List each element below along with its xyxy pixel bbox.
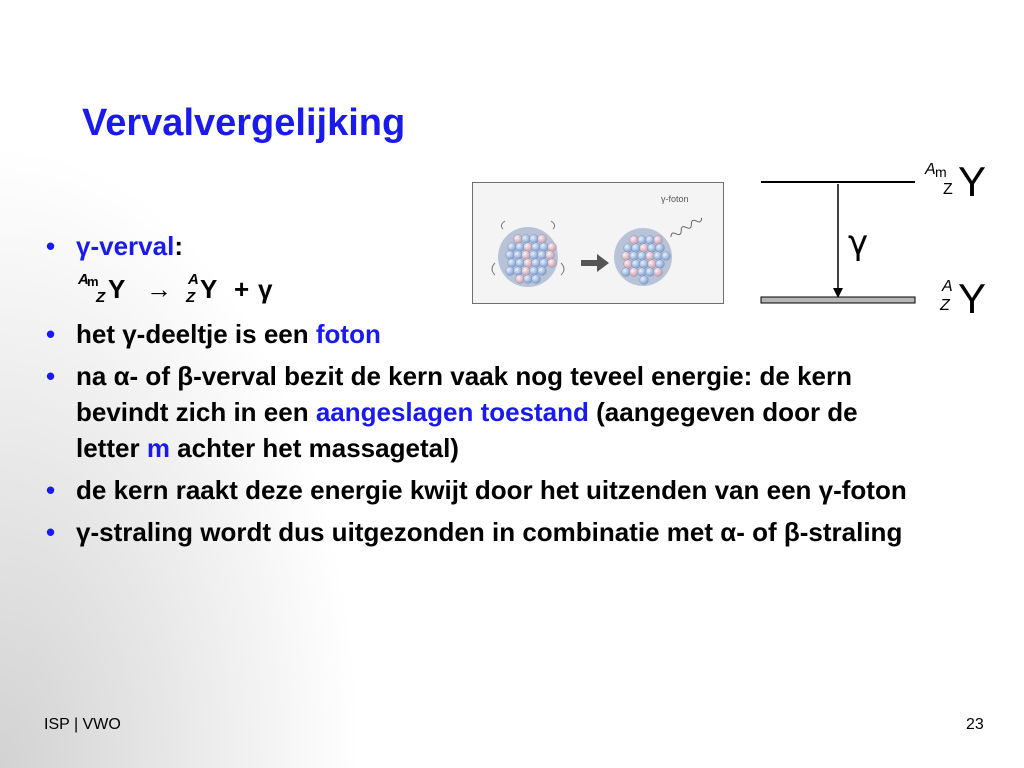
bullet-list-continued <box>46 316 946 552</box>
eq-right-atomic: Z <box>186 289 196 306</box>
upper-symbol: Y <box>958 158 987 205</box>
gamma-symbol: γ <box>848 223 869 263</box>
eq-left-meta: m <box>87 274 99 289</box>
nucleon <box>630 268 639 277</box>
nucleon <box>514 267 523 276</box>
upper-nuclide <box>923 158 1003 203</box>
upper-atomic: Z <box>943 181 953 198</box>
bullet-energie-kwijt <box>46 472 926 508</box>
eq-arrow: → <box>146 274 172 304</box>
eq-right-nuclide <box>182 268 232 308</box>
nucleon <box>538 267 547 276</box>
bullet-gamma-verval <box>46 228 946 264</box>
eq-left-mass: A <box>78 271 89 288</box>
footer-left: ISP | VWO <box>44 716 121 733</box>
nucleon <box>506 267 515 276</box>
nucleon <box>640 276 649 285</box>
nucleon <box>654 268 663 277</box>
aangeslagen-text-2: (aangegeven door de letter <box>76 397 858 463</box>
foton-text: het γ-deeltje is een <box>76 319 316 349</box>
lower-atomic: Z <box>940 297 950 314</box>
nucleon <box>530 267 539 276</box>
lower-nuclide <box>935 276 1005 321</box>
aangeslagen-text-3: achter het massagetal) <box>169 433 459 463</box>
lower-symbol: Y <box>958 275 987 322</box>
nucleon <box>524 275 533 284</box>
eq-right-mass: A <box>188 271 199 288</box>
bullet-list <box>46 228 946 266</box>
nucleon <box>516 275 525 284</box>
straling-text: γ-straling wordt dus uitgezonden in combinatie met α- of β-straling <box>76 517 903 547</box>
decay-equation <box>76 268 376 308</box>
aangeslagen-text-1: na α- of β-verval bezit de kern vaak nog teveel energie: de kern bevindt zich in een <box>76 361 853 427</box>
upper-meta: m <box>935 164 947 180</box>
bullet-straling <box>46 514 926 550</box>
eq-left-symbol: Y <box>108 274 126 304</box>
upper-mass: A <box>925 161 936 178</box>
letter-m-highlight: m <box>146 433 170 463</box>
slide-title: Vervalvergelijking <box>82 102 406 144</box>
lower-mass: A <box>942 278 953 295</box>
nucleon <box>646 268 655 277</box>
eq-right-symbol: Y <box>200 274 218 304</box>
eq-left-nuclide <box>76 268 136 308</box>
eq-left-atomic: Z <box>96 289 106 306</box>
nucleon <box>622 268 631 277</box>
eq-gamma: γ <box>258 274 273 304</box>
bullet-foton <box>46 316 946 352</box>
nucleon <box>638 268 647 277</box>
energie-kwijt-text: de kern raakt deze energie kwijt door het uitzenden van een γ-foton <box>76 475 907 505</box>
foton-label: γ-foton <box>661 194 689 204</box>
gamma-verval-colon: : <box>174 231 183 261</box>
gamma-verval-label: γ-verval <box>76 231 175 261</box>
eq-plus: + <box>234 274 250 304</box>
foton-highlight: foton <box>315 319 381 349</box>
nucleon <box>522 267 531 276</box>
bullet-aangeslagen <box>46 358 876 466</box>
aangeslagen-highlight: aangeslagen toestand <box>315 397 589 427</box>
nucleon <box>532 275 541 284</box>
page-number: 23 <box>966 716 984 733</box>
